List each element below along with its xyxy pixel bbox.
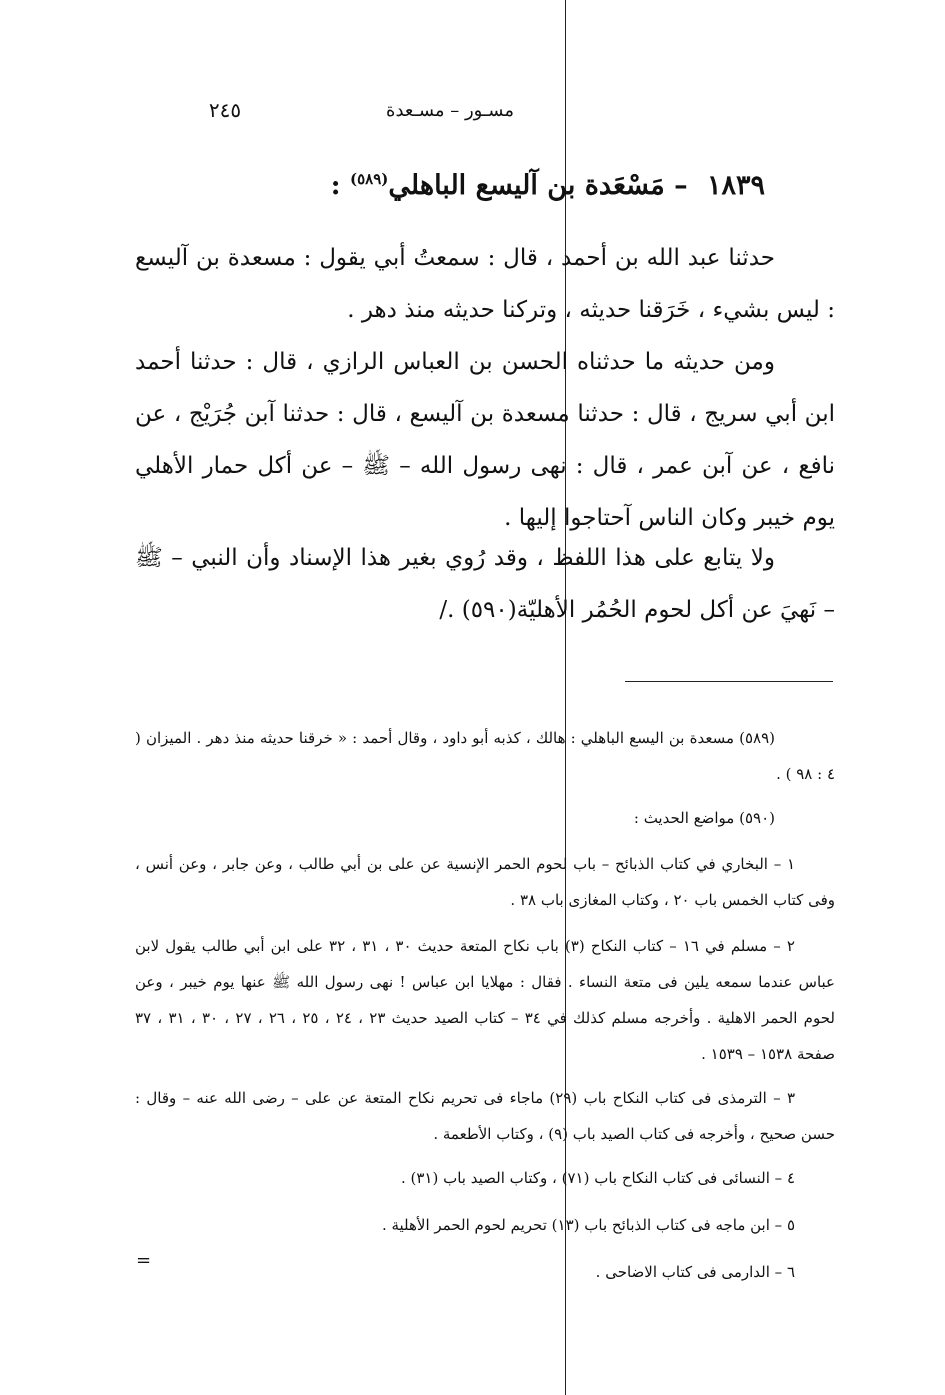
running-header: مسـور – مسـعدة — [386, 100, 514, 121]
continuation-mark: = — [136, 1250, 152, 1271]
footnote-589: (٥٨٩) مسعدة بن اليسع الباهلي : هالك ، كذبه أبو داود ، وقال أحمد : « خرقنا حديثه منذ دهر . الميزان ( ٤ : ٩٨ ) . — [135, 729, 835, 783]
footnote-item: ٥ – ابن ماجه فى كتاب الذبائح باب (١٣) تحريم لحوم الحمر الأهلية . — [381, 1216, 795, 1234]
footnote-item: ٤ – النسائى فى كتاب النكاح باب (٧١) ، وكتاب الصيد باب (٣١) . — [400, 1169, 795, 1187]
footnote-separator — [625, 681, 833, 682]
footnote-item: ٣ – الترمذى فى كتاب النكاح باب (٢٩) ماجاء فى تحريم نكاح المتعة عن على – رضى الله عنه – وقال : حسن صحيح ، وأخرجه فى كتاب الصيد باب (٩) ، وكتاب الأطعمة . — [135, 1089, 835, 1143]
body-paragraph: ومن حديثه ما حدثناه الحسن بن العباس الرازي ، قال : حدثنا أحمد ابن أبي سريج ، قال : حدثنا مسعدة بن آليسع ، قال : حدثنا آبن جُرَيْج ، عن نافع ، عن آبن عمر ، قال : نهى رسول الله – ﷺ – عن أكل حمار الأهلي يوم خيبر وكان الناس آحتاجوا إليها . — [135, 349, 835, 531]
footnote-item: ١ – البخاري في كتاب الذبائح – باب لحوم الحمر الإنسية عن على بن أبي طالب ، وعن جابر ، وعن أنس ، وفى كتاب الخمس باب ٢٠ ، وكتاب المغازى باب ٣٨ . — [135, 855, 835, 909]
footnote-item: ٦ – الدارمى فى كتاب الاضاحى . — [595, 1263, 795, 1281]
body-paragraph: حدثنا عبد الله بن أحمد ، قال : سمعتُ أبي يقول : مسعدة بن آليسع : ليس بشيء ، خَرَقنا حديثه ، وتركنا حديثه منذ دهر . — [135, 245, 835, 323]
entry-title: – مَسْعَدة بن آليسع الباهلي — [388, 170, 688, 201]
footnote-590-title: (٥٩٠) مواضع الحديث : — [633, 809, 775, 827]
page-number: ٢٤٥ — [208, 98, 242, 122]
footnote-reference: (٥٨٩) — [350, 170, 389, 188]
entry-number: ١٨٣٩ — [706, 170, 765, 201]
body-paragraph: ولا يتابع على هذا اللفظ ، وقد رُوي بغير هذا الإسناد وأن النبي – ﷺ – نَهيَ عن أكل لحوم الحُمُر الأهليّة(٥٩٠) ./ — [135, 545, 835, 623]
entry-heading-colon: : — [330, 170, 341, 201]
footnote-item: ٢ – مسلم في ١٦ – كتاب النكاح (٣) باب نكاح المتعة حديث ٣٠ ، ٣١ ، ٣٢ على ابن أبي طالب يقول لابن عباس عندما سمعه يلين فى متعة النساء . فقال : مهلايا ابن عباس ! نهى رسول الله ﷺ عنها يوم خيبر ، وعن لحوم الحمر الاهلية . وأخرجه مسلم كذلك في ٣٤ – كتاب الصيد حديث ٢٣ ، ٢٤ ، ٢٥ ، ٢٦ ، ٢٧ ، ٣٠ ، ٣١ ، ٣٧ صفحة ١٥٣٨ – ١٥٣٩ . — [135, 937, 835, 1063]
entry-heading — [165, 170, 765, 201]
